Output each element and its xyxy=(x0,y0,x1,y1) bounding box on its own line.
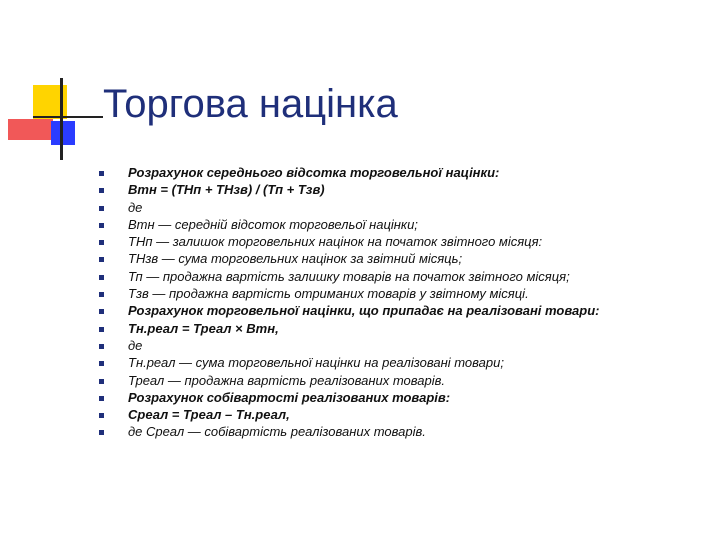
bullet-item xyxy=(99,354,709,371)
square-bullet-icon xyxy=(99,275,104,280)
square-bullet-icon xyxy=(99,430,104,435)
slide-title: Торгова націнка xyxy=(103,82,398,126)
bullet-text: Тзв — продажна вартість отриманих товарів у звітному місяці. xyxy=(128,286,529,302)
bullet-item xyxy=(99,181,709,198)
square-bullet-icon xyxy=(99,361,104,366)
square-bullet-icon xyxy=(99,206,104,211)
square-bullet-icon xyxy=(99,240,104,245)
bullet-text: де xyxy=(128,337,143,353)
square-bullet-icon xyxy=(99,257,104,262)
bullet-text: Втн — середній відсоток торговельої націнки; xyxy=(128,216,418,232)
bullet-item xyxy=(99,423,709,440)
square-bullet-icon xyxy=(99,396,104,401)
square-bullet-icon xyxy=(99,413,104,418)
bullet-text: Втн = (ТНп + ТНзв) / (Тп + Тзв) xyxy=(128,182,325,198)
bullet-text: Тп — продажна вартість залишку товарів на початок звітного місяця; xyxy=(128,268,570,284)
bullet-text: Среал = Треал – Тн.реал, xyxy=(128,407,290,423)
bullet-item xyxy=(99,164,709,181)
bullet-text: де xyxy=(128,199,143,215)
bullet-item xyxy=(99,233,709,250)
square-bullet-icon xyxy=(99,171,104,176)
bullet-text: Тн.реал = Треал × Втн, xyxy=(128,320,279,336)
deco-horizontal-line xyxy=(33,116,103,118)
bullet-text: Розрахунок собівартості реалізованих товарів: xyxy=(128,389,451,405)
square-bullet-icon xyxy=(99,292,104,297)
bullet-item xyxy=(99,320,709,337)
deco-vertical-line xyxy=(60,78,63,160)
bullet-text: Треал — продажна вартість реалізованих товарів. xyxy=(128,372,446,388)
bullet-item xyxy=(99,216,709,233)
square-bullet-icon xyxy=(99,344,104,349)
bullet-item xyxy=(99,250,709,267)
bullet-item xyxy=(99,372,709,389)
colored-squares-cross-icon xyxy=(0,0,110,170)
square-bullet-icon xyxy=(99,188,104,193)
bullet-text: Тн.реал — сума торговельної націнки на реалізовані товари; xyxy=(128,355,504,371)
bullet-text: ТНп — залишок торговельних націнок на початок звітного місяця: xyxy=(128,234,543,250)
square-bullet-icon xyxy=(99,223,104,228)
bullet-text: ТНзв — сума торговельних націнок за звітний місяць; xyxy=(128,251,463,267)
bullet-text: де Среал — собівартість реалізованих товарів. xyxy=(128,424,426,440)
bullet-text: Розрахунок торговельної націнки, що припадає на реалізовані товари: xyxy=(128,303,600,319)
bullet-item xyxy=(99,285,709,302)
bullet-item xyxy=(99,268,709,285)
bullet-item xyxy=(99,337,709,354)
deco-red-square xyxy=(8,119,53,140)
square-bullet-icon xyxy=(99,327,104,332)
bullet-text: Розрахунок середнього відсотка торговельної націнки: xyxy=(128,165,500,180)
bullet-item xyxy=(99,389,709,406)
bullet-item xyxy=(99,406,709,423)
bullet-item xyxy=(99,199,709,216)
square-bullet-icon xyxy=(99,379,104,384)
square-bullet-icon xyxy=(99,309,104,314)
bullet-list xyxy=(99,164,709,441)
bullet-item xyxy=(99,302,709,319)
